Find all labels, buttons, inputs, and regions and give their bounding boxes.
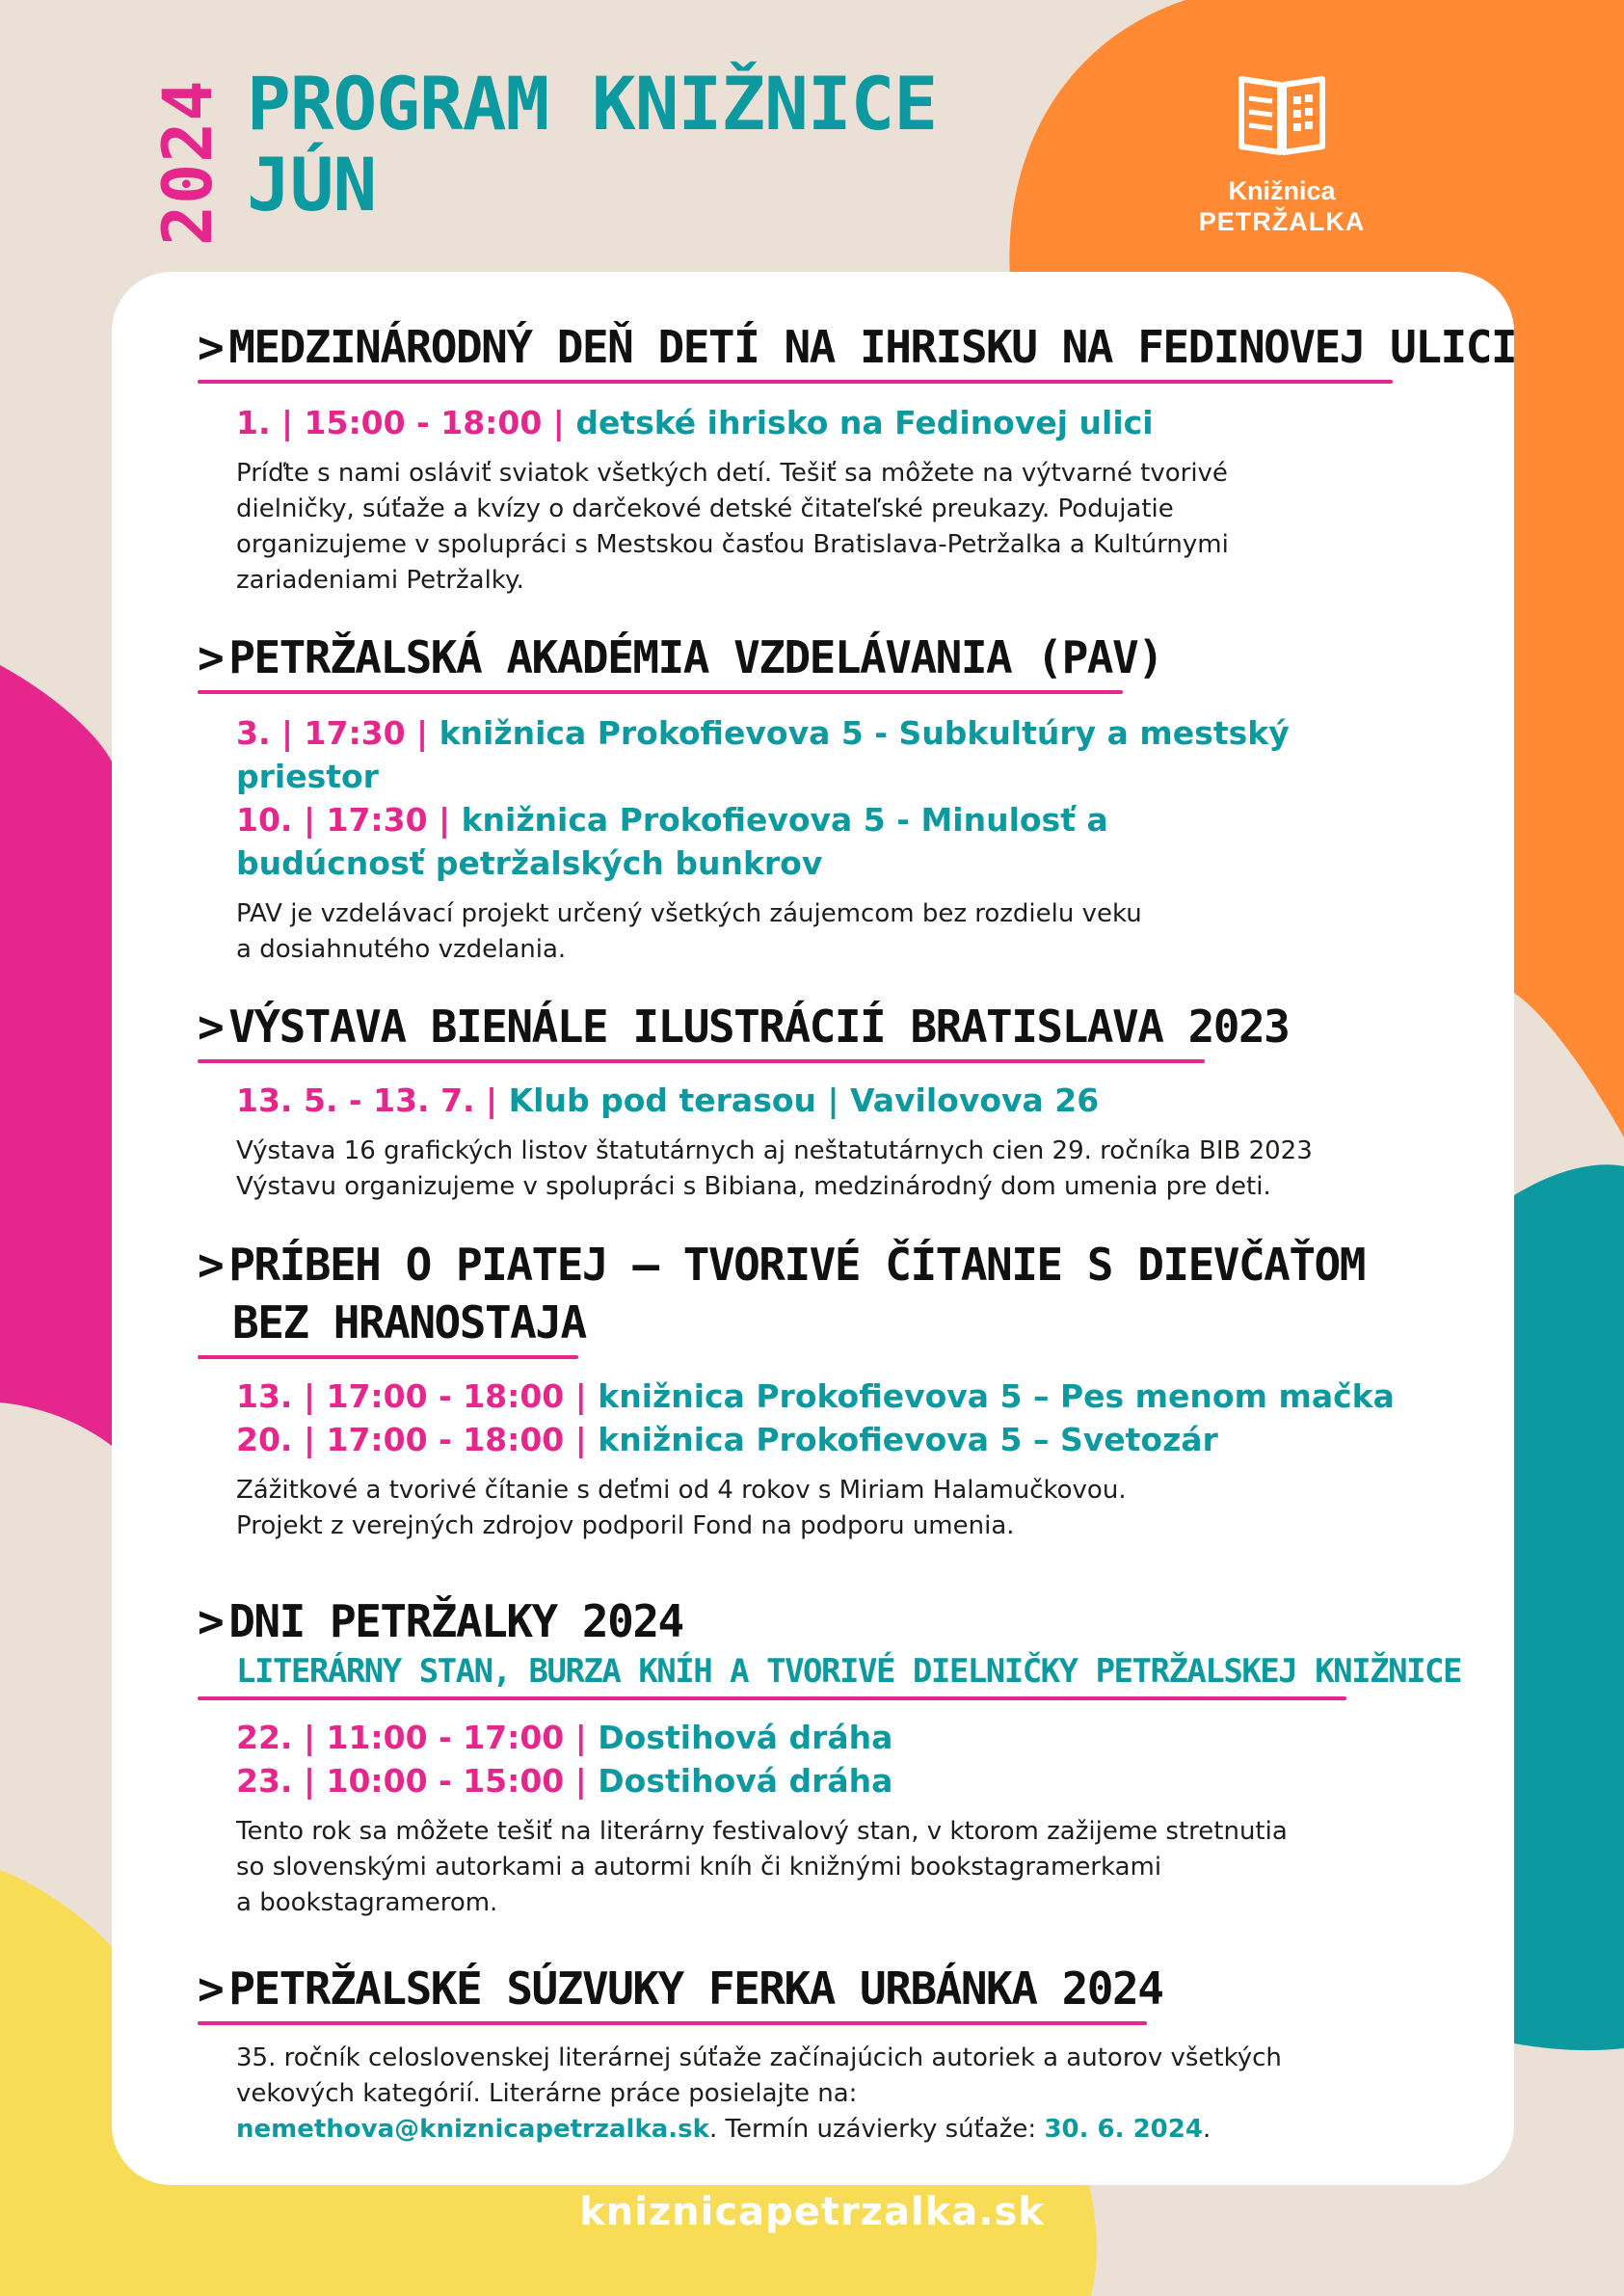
event-date-line: 20. | 17:00 - 18:00 | knižnica Prokofievova 5 – Svetozár — [236, 1421, 1218, 1458]
event-date-line: 23. | 10:00 - 15:00 | Dostihová dráha — [236, 1762, 893, 1800]
event-date-line: 10. | 17:30 | knižnica Prokofievova 5 - Minulosť a budúcnosť petržalských bunkrov — [236, 801, 1108, 882]
event-title: > DNI PETRŽALKY 2024 — [198, 1595, 683, 1647]
chevron-right-icon: > — [198, 1239, 224, 1291]
chevron-right-icon: > — [198, 321, 224, 373]
event-title: > PRÍBEH O PIATEJ – TVORIVÉ ČÍTANIE S DIEVČAŤOM — [198, 1239, 1365, 1291]
event-description: Tento rok sa môžete tešiť na literárny festivalový stan, v ktorom zažijeme stretnutia so slovenskými autorkami a autormi kníh či knižnými bookstagramerkami a bookstagramerom. — [236, 1817, 1288, 1917]
event-date-line: 13. | 17:00 - 18:00 | knižnica Prokofievova 5 – Pes menom mačka — [236, 1377, 1395, 1415]
title-line-1: PROGRAM KNIŽNICE — [247, 61, 938, 147]
logo-line-1: Knižnica — [1228, 176, 1336, 205]
chevron-right-icon: > — [198, 1595, 224, 1647]
event-bib-exhibition — [198, 998, 1479, 1205]
event-title: > VÝSTAVA BIENÁLE ILUSTRÁCIÍ BRATISLAVA 2023 — [198, 1001, 1290, 1053]
teal-shape — [1514, 1164, 1624, 2050]
event-date-line: 22. | 11:00 - 17:00 | Dostihová dráha — [236, 1719, 893, 1756]
event-story-at-five — [198, 1236, 1479, 1544]
page-title — [247, 61, 938, 227]
title-underline — [198, 380, 1393, 384]
event-title: > PETRŽALSKÁ AKADÉMIA VZDELÁVANIA (PAV) — [198, 631, 1163, 683]
event-pav — [198, 628, 1479, 968]
chevron-right-icon: > — [198, 1001, 224, 1053]
chevron-right-icon: > — [198, 631, 224, 683]
event-description: Príďte s nami osláviť sviatok všetkých detí. Tešiť sa môžete na výtvarné tvorivé dielničky, súťaže a kvízy o darčekové detské čitateľské preukazy. Podujatie organizujeme v spolupráci s Mestskou časťou Bratislava-Petržalka a Kultúrnymi zariadeniami Petržalky. — [236, 459, 1229, 595]
title-underline — [198, 1355, 578, 1359]
book-building-icon — [1238, 69, 1326, 158]
chevron-right-icon: > — [198, 1962, 224, 2015]
event-title-line-2: BEZ HRANOSTAJA — [232, 1296, 586, 1348]
pink-shape — [0, 665, 112, 1446]
event-date-line: 1. | 15:00 - 18:00 | detské ihrisko na Fedinovej ulici — [236, 404, 1154, 441]
event-international-childrens-day — [198, 318, 1517, 599]
title-underline — [198, 1696, 1346, 1700]
event-description: 35. ročník celoslovenskej literárnej súťaže začínajúcich autoriek a autorov všetkých vekových kategórií. Literárne práce posielajte na: nemethova@kniznicapetrzalka.sk. Termín uzávierky súťaže: 30. 6. 2024. — [236, 2043, 1282, 2144]
event-description: Výstava 16 grafických listov štatutárnych aj neštatutárnych cien 29. ročníka BIB 2023 Výstavu organizujeme v spolupráci s Bibiana, medzinárodný dom umenia pre deti. — [236, 1136, 1313, 1201]
title-line-2: JÚN — [247, 142, 377, 227]
event-subtitle: LITERÁRNY STAN, BURZA KNÍH A TVORIVÉ DIELNIČKY PETRŽALSKEJ KNIŽNICE — [236, 1652, 1461, 1691]
event-title: > MEDZINÁRODNÝ DEŇ DETÍ NA IHRISKU NA FEDINOVEJ ULICI — [198, 321, 1517, 373]
event-suzvuky — [198, 1960, 1479, 2148]
event-title: > PETRŽALSKÉ SÚZVUKY FERKA URBÁNKA 2024 — [198, 1962, 1163, 2015]
title-underline — [198, 1059, 1205, 1063]
contact-email-link[interactable]: nemethova@kniznicapetrzalka.sk — [236, 2115, 709, 2144]
deadline-date: 30. 6. 2024 — [1044, 2115, 1203, 2144]
event-date-line: 13. 5. - 13. 7. | Klub pod terasou | Vavilovova 26 — [236, 1081, 1100, 1119]
event-description: Zážitkové a tvorivé čítanie s deťmi od 4 rokov s Miriam Halamučkovou. Projekt z verejných zdrojov podporil Fond na podporu umenia. — [236, 1476, 1127, 1540]
title-underline — [198, 690, 1123, 694]
title-underline — [198, 2021, 1147, 2025]
event-dni-petrzalky — [198, 1592, 1479, 1921]
event-date-line: 3. | 17:30 | knižnica Prokofievova 5 - Subkultúry a mestský priestor — [236, 714, 1290, 795]
logo-line-2: PETRŽALKA — [1198, 207, 1366, 236]
event-description: PAV je vzdelávací projekt určený všetkých záujemcom bez rozdielu veku a dosiahnutého vzdelania. — [236, 899, 1142, 964]
website-link[interactable]: kniznicapetrzalka.sk — [579, 2190, 1045, 2234]
year-vertical: 2024 — [148, 79, 227, 246]
library-logo — [1195, 69, 1369, 237]
